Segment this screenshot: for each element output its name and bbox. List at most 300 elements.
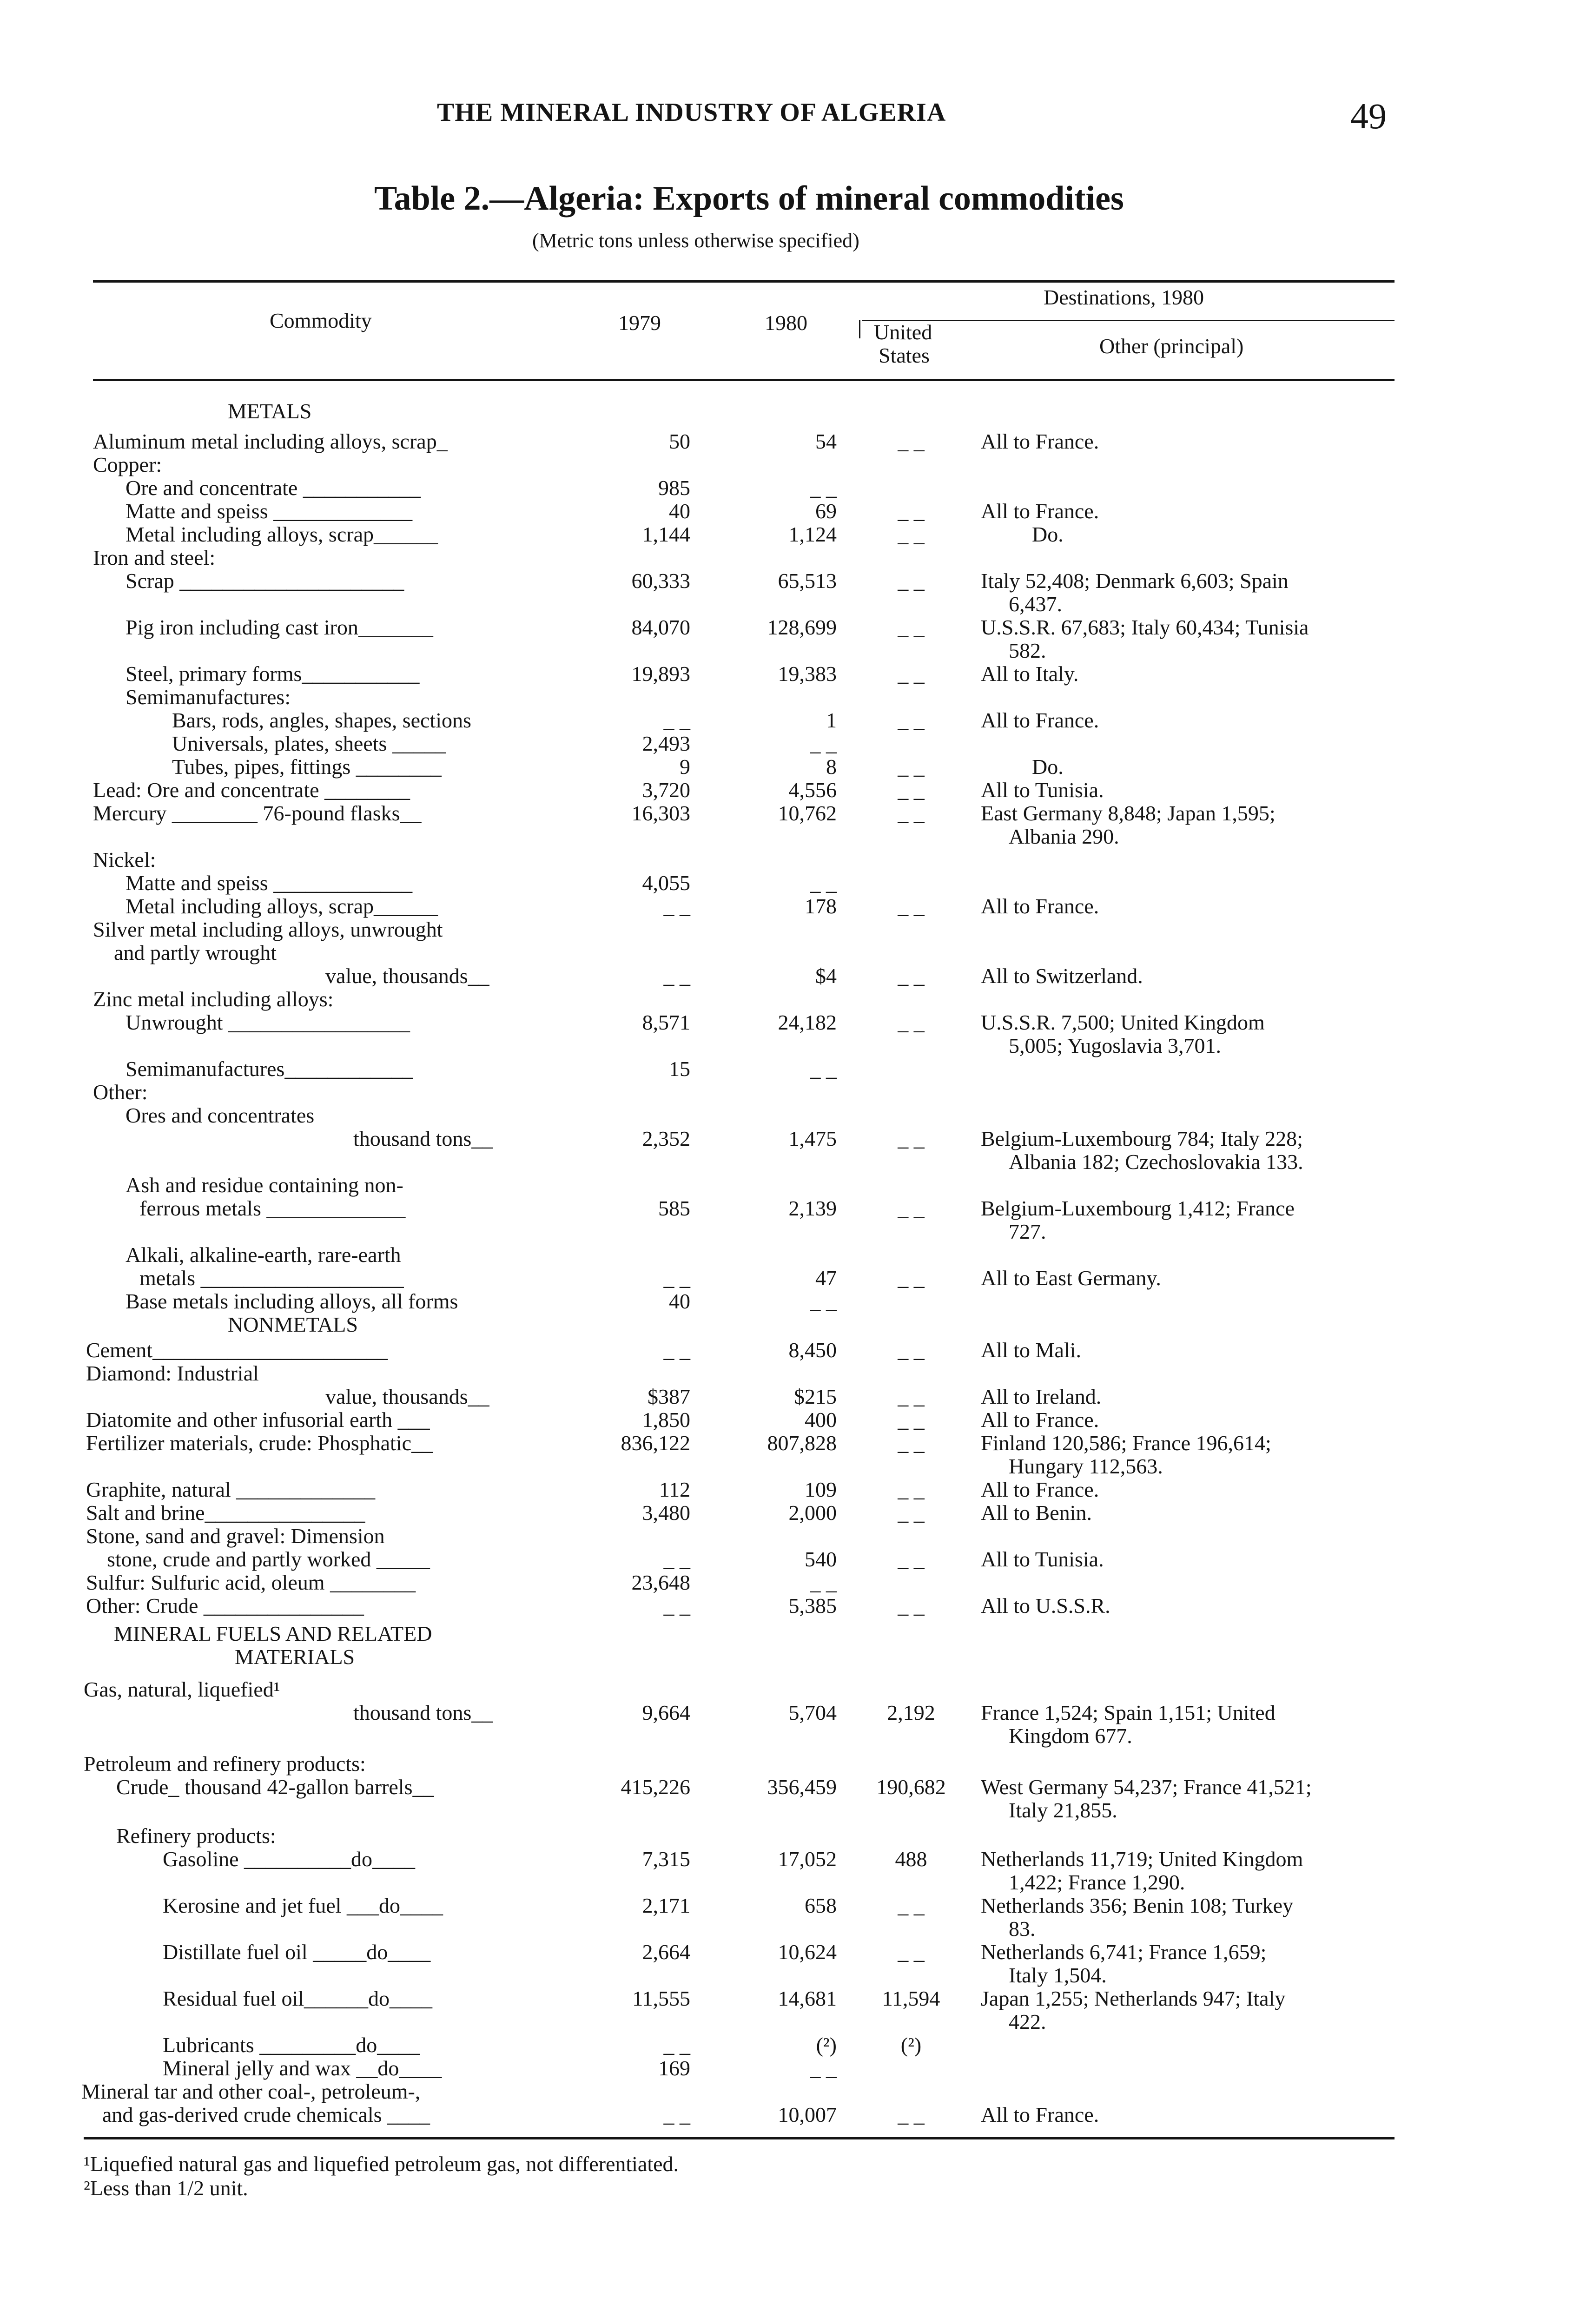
united-states-cell: _ _ <box>898 1385 925 1408</box>
value-1979-cell: 836,122 <box>621 1431 690 1455</box>
table-row <box>0 1917 1573 1941</box>
table-row <box>0 639 1573 662</box>
value-1979-cell: _ _ <box>663 708 690 732</box>
other-destinations-cell: All to Benin. <box>981 1501 1092 1525</box>
value-1980-cell: _ _ <box>810 476 837 500</box>
value-1979-cell: 1,850 <box>642 1408 690 1432</box>
table-row <box>0 709 1573 732</box>
value-1979-cell: _ _ <box>663 894 690 918</box>
other-destinations-cell: U.S.S.R. 7,500; United Kingdom <box>981 1010 1265 1034</box>
table-row <box>0 1150 1573 1174</box>
page-number: 49 <box>1350 96 1387 136</box>
table-row <box>0 1104 1573 1127</box>
value-1980-cell: 807,828 <box>767 1431 837 1455</box>
value-1980-cell: 178 <box>805 894 837 918</box>
footnotes <box>84 2152 679 2200</box>
section-heading-row <box>0 1622 1573 1645</box>
other-destinations-cell: Italy 1,504. <box>1009 1963 1107 1987</box>
value-1980-cell: $215 <box>794 1385 837 1408</box>
table-row <box>0 1571 1573 1594</box>
table-row <box>0 1455 1573 1478</box>
united-states-cell: _ _ <box>898 1266 925 1290</box>
united-states-cell: _ _ <box>898 2103 925 2126</box>
other-destinations-cell: All to France. <box>981 1408 1099 1432</box>
table-row <box>0 825 1573 848</box>
commodity-cell: Lubricants _________do____ <box>163 2033 420 2057</box>
table-row <box>0 1594 1573 1618</box>
united-states-cell: _ _ <box>898 1894 925 1917</box>
section-heading: MATERIALS <box>235 1645 355 1669</box>
commodity-cell: and partly wrought <box>114 941 277 964</box>
value-1979-cell: 8,571 <box>642 1010 690 1034</box>
united-states-cell: _ _ <box>898 1431 925 1455</box>
value-1979-cell: 9,664 <box>642 1701 690 1724</box>
commodity-cell: Matte and speiss _____________ <box>126 499 413 523</box>
commodity-cell: Universals, plates, sheets _____ <box>172 732 446 755</box>
table-row <box>0 2080 1573 2103</box>
header-destinations: Destinations, 1980 <box>1044 285 1204 309</box>
table-row <box>0 1871 1573 1894</box>
value-1980-cell: 19,383 <box>778 662 837 686</box>
commodity-cell: Diatomite and other infusorial earth ___ <box>86 1408 430 1432</box>
other-destinations-cell: Hungary 112,563. <box>1009 1454 1163 1478</box>
united-states-cell: _ _ <box>898 1547 925 1571</box>
other-destinations-cell: All to France. <box>981 708 1099 732</box>
other-destinations-cell: 1,422; France 1,290. <box>1009 1870 1185 1894</box>
value-1980-cell: 540 <box>805 1547 837 1571</box>
commodity-cell: Other: Crude _______________ <box>86 1594 364 1618</box>
united-states-cell: _ _ <box>898 755 925 779</box>
header-1979: 1979 <box>618 311 661 335</box>
commodity-cell: Iron and steel: <box>93 546 216 569</box>
table-row <box>0 1824 1573 1848</box>
value-1979-cell: 9 <box>680 755 690 779</box>
united-states-cell: _ _ <box>898 522 925 546</box>
section-heading: METALS <box>228 399 312 423</box>
value-1980-cell: $4 <box>815 964 837 988</box>
commodity-cell: Pig iron including cast iron_______ <box>126 615 433 639</box>
table-row <box>0 616 1573 639</box>
other-destinations-cell: Netherlands 356; Benin 108; Turkey <box>981 1894 1294 1917</box>
table-row <box>0 1197 1573 1220</box>
commodity-cell: Gas, natural, liquefied¹ <box>84 1677 280 1701</box>
value-1980-cell: _ _ <box>810 732 837 755</box>
value-1980-cell: 2,000 <box>788 1501 837 1525</box>
table-row <box>0 1724 1573 1748</box>
value-1980-cell: _ _ <box>810 2056 837 2080</box>
table-row <box>0 1799 1573 1822</box>
other-destinations-cell: Italy 21,855. <box>1009 1798 1117 1822</box>
table-row <box>0 2057 1573 2080</box>
commodity-cell: Other: <box>93 1080 148 1104</box>
value-1980-cell: 4,556 <box>788 778 837 802</box>
value-1980-cell: _ _ <box>810 871 837 895</box>
table-row <box>0 1752 1573 1776</box>
table-row <box>0 1525 1573 1548</box>
table-row <box>0 546 1573 569</box>
value-1980-cell: 24,182 <box>778 1010 837 1034</box>
other-destinations-cell: Italy 52,408; Denmark 6,603; Spain <box>981 569 1289 593</box>
table-row <box>0 2103 1573 2126</box>
value-1979-cell: 3,720 <box>642 778 690 802</box>
value-1979-cell: _ _ <box>663 2033 690 2057</box>
footnote-2: ²Less than 1/2 unit. <box>84 2176 248 2200</box>
table-row <box>0 1081 1573 1104</box>
united-states-cell: _ _ <box>898 894 925 918</box>
table-row <box>0 1385 1573 1408</box>
value-1980-cell: 47 <box>815 1266 837 1290</box>
value-1980-cell: _ _ <box>810 1289 837 1313</box>
other-destinations-cell: 727. <box>1009 1220 1046 1243</box>
united-states-cell: _ _ <box>898 708 925 732</box>
other-destinations-cell: Albania 182; Czechoslovakia 133. <box>1009 1150 1303 1174</box>
table-row <box>0 802 1573 825</box>
table-row <box>0 686 1573 709</box>
commodity-cell: Scrap _____________________ <box>126 569 404 593</box>
united-states-cell: _ _ <box>898 1127 925 1150</box>
other-destinations-cell: All to Mali. <box>981 1338 1081 1362</box>
commodity-cell: Residual fuel oil______do____ <box>163 1987 433 2010</box>
value-1979-cell: 15 <box>669 1057 690 1081</box>
other-destinations-cell: All to Tunisia. <box>981 1547 1104 1571</box>
united-states-cell: _ _ <box>898 429 925 453</box>
value-1980-cell: _ _ <box>810 1571 837 1594</box>
commodity-cell: Lead: Ore and concentrate ________ <box>93 778 410 802</box>
commodity-cell: Copper: <box>93 453 162 476</box>
united-states-cell: _ _ <box>898 499 925 523</box>
commodity-cell: Mercury ________ 76-pound flasks__ <box>93 801 422 825</box>
value-1979-cell: 16,303 <box>631 801 690 825</box>
value-1979-cell: 585 <box>658 1196 690 1220</box>
commodity-cell: Ash and residue containing non- <box>126 1173 403 1197</box>
value-1980-cell: 69 <box>815 499 837 523</box>
running-head: THE MINERAL INDUSTRY OF ALGERIA <box>437 98 946 127</box>
value-1979-cell: 11,555 <box>632 1987 690 2010</box>
value-1980-cell: 65,513 <box>778 569 837 593</box>
table-row <box>0 1220 1573 1243</box>
other-destinations-cell: All to Italy. <box>981 662 1079 686</box>
value-1979-cell: 4,055 <box>642 871 690 895</box>
commodity-cell: Diamond: Industrial <box>86 1361 259 1385</box>
commodity-cell: Metal including alloys, scrap______ <box>126 894 438 918</box>
other-destinations-cell: Kingdom 677. <box>1009 1724 1132 1748</box>
united-states-cell: _ _ <box>898 1010 925 1034</box>
table-row <box>0 732 1573 755</box>
commodity-cell: Fertilizer materials, crude: Phosphatic__ <box>86 1431 433 1455</box>
united-states-cell: _ _ <box>898 569 925 593</box>
united-states-cell: 190,682 <box>876 1775 946 1799</box>
table-row <box>0 1243 1573 1267</box>
value-1979-cell: 3,480 <box>642 1501 690 1525</box>
value-1979-cell: 1,144 <box>642 522 690 546</box>
united-states-cell: _ _ <box>898 615 925 639</box>
commodity-cell: Base metals including alloys, all forms <box>126 1289 458 1313</box>
table-row <box>0 1174 1573 1197</box>
other-destinations-cell: All to France. <box>981 499 1099 523</box>
value-1979-cell: 60,333 <box>631 569 690 593</box>
united-states-cell: (²) <box>900 2033 922 2057</box>
commodity-cell: Silver metal including alloys, unwrought <box>93 918 443 941</box>
other-destinations-cell: Finland 120,586; France 196,614; <box>981 1431 1271 1455</box>
table-row <box>0 1501 1573 1525</box>
commodity-cell: Refinery products: <box>116 1824 276 1848</box>
other-destinations-cell: 6,437. <box>1009 592 1062 616</box>
table-row <box>0 1034 1573 1057</box>
commodity-cell: thousand tons__ <box>353 1127 493 1150</box>
other-destinations-cell: All to France. <box>981 2103 1099 2126</box>
table-row <box>0 1776 1573 1799</box>
value-1980-cell: 1,475 <box>788 1127 837 1150</box>
table-row <box>0 755 1573 779</box>
header-other: Other (principal) <box>1099 334 1244 358</box>
value-1980-cell: _ _ <box>810 1057 837 1081</box>
commodity-cell: value, thousands__ <box>325 964 489 988</box>
commodity-cell: stone, crude and partly worked _____ <box>107 1547 430 1571</box>
commodity-cell: thousand tons__ <box>353 1701 493 1724</box>
table-row <box>0 779 1573 802</box>
commodity-cell: Unwrought _________________ <box>126 1010 410 1034</box>
table-row <box>0 1057 1573 1081</box>
section-heading: MINERAL FUELS AND RELATED <box>114 1622 432 1645</box>
commodity-cell: Tubes, pipes, fittings ________ <box>172 755 442 779</box>
united-states-cell: _ _ <box>898 1338 925 1362</box>
value-1980-cell: 10,007 <box>778 2103 837 2126</box>
value-1979-cell: _ _ <box>663 964 690 988</box>
other-destinations-cell: All to France. <box>981 429 1099 453</box>
value-1980-cell: 8,450 <box>788 1338 837 1362</box>
value-1979-cell: _ _ <box>663 1594 690 1618</box>
table-row <box>0 2034 1573 2057</box>
value-1980-cell: 128,699 <box>767 615 837 639</box>
table-row <box>0 1548 1573 1571</box>
table-row <box>0 1701 1573 1724</box>
value-1979-cell: 23,648 <box>631 1571 690 1594</box>
other-destinations-cell: Belgium-Luxembourg 784; Italy 228; <box>981 1127 1303 1150</box>
other-destinations-cell: U.S.S.R. 67,683; Italy 60,434; Tunisia <box>981 615 1309 639</box>
other-destinations-cell: West Germany 54,237; France 41,521; <box>981 1775 1312 1799</box>
commodity-cell: Semimanufactures____________ <box>126 1057 413 1081</box>
table-row <box>0 1964 1573 1987</box>
table-row <box>0 918 1573 941</box>
commodity-cell: Steel, primary forms___________ <box>126 662 420 686</box>
value-1980-cell: 400 <box>805 1408 837 1432</box>
united-states-cell: _ _ <box>898 662 925 686</box>
table-row <box>0 988 1573 1011</box>
value-1980-cell: 10,762 <box>778 801 837 825</box>
value-1979-cell: 985 <box>658 476 690 500</box>
commodity-cell: Crude_ thousand 42-gallon barrels__ <box>116 1775 434 1799</box>
section-heading-row <box>0 1645 1573 1669</box>
united-states-cell: _ _ <box>898 1501 925 1525</box>
value-1979-cell: 169 <box>658 2056 690 2080</box>
other-destinations-cell: Japan 1,255; Netherlands 947; Italy <box>981 1987 1286 2010</box>
other-destinations-cell: All to Switzerland. <box>981 964 1143 988</box>
commodity-cell: Ore and concentrate ___________ <box>126 476 421 500</box>
commodity-cell: and gas-derived crude chemicals ____ <box>102 2103 430 2126</box>
table-row <box>0 1894 1573 1917</box>
table-row <box>0 593 1573 616</box>
commodity-cell: Stone, sand and gravel: Dimension <box>86 1524 385 1548</box>
commodity-cell: metals ___________________ <box>139 1266 404 1290</box>
table-subtitle: (Metric tons unless otherwise specified) <box>532 229 859 252</box>
commodity-cell: Zinc metal including alloys: <box>93 987 334 1011</box>
united-states-cell: _ _ <box>898 1196 925 1220</box>
table-row <box>0 848 1573 872</box>
other-destinations-cell: Belgium-Luxembourg 1,412; France <box>981 1196 1295 1220</box>
value-1980-cell: 8 <box>826 755 837 779</box>
header-commodity: Commodity <box>270 309 372 332</box>
value-1980-cell: 1 <box>826 708 837 732</box>
table-row <box>0 1011 1573 1034</box>
table-row <box>0 662 1573 686</box>
value-1979-cell: 84,070 <box>631 615 690 639</box>
table-row <box>0 1432 1573 1455</box>
value-1980-cell: 356,459 <box>767 1775 837 1799</box>
commodity-cell: Matte and speiss _____________ <box>126 871 413 895</box>
united-states-cell: _ _ <box>898 778 925 802</box>
table-row <box>0 569 1573 593</box>
commodity-cell: Gasoline __________do____ <box>163 1847 416 1871</box>
value-1979-cell: 415,226 <box>621 1775 690 1799</box>
value-1980-cell: 109 <box>805 1478 837 1501</box>
other-destinations-cell: France 1,524; Spain 1,151; United <box>981 1701 1276 1724</box>
table-row <box>0 1848 1573 1871</box>
other-destinations-cell: Do. <box>1032 755 1064 779</box>
table-row <box>0 500 1573 523</box>
other-destinations-cell: Albania 290. <box>1009 825 1119 848</box>
other-destinations-cell: All to Ireland. <box>981 1385 1102 1408</box>
other-destinations-cell: All to East Germany. <box>981 1266 1161 1290</box>
commodity-cell: Metal including alloys, scrap______ <box>126 522 438 546</box>
united-states-cell: _ _ <box>898 1408 925 1432</box>
table-row <box>0 1267 1573 1290</box>
section-heading-row <box>0 400 1573 423</box>
table-row <box>0 1339 1573 1362</box>
united-states-cell: _ _ <box>898 1940 925 1964</box>
commodity-cell: Salt and brine_______________ <box>86 1501 365 1525</box>
commodity-cell: Semimanufactures: <box>126 685 291 709</box>
value-1980-cell: 10,624 <box>778 1940 837 1964</box>
value-1980-cell: 1,124 <box>788 522 837 546</box>
commodity-cell: ferrous metals _____________ <box>139 1196 406 1220</box>
table-row <box>0 872 1573 895</box>
other-destinations-cell: Netherlands 6,741; France 1,659; <box>981 1940 1267 1964</box>
united-states-cell: _ _ <box>898 1478 925 1501</box>
table-row <box>0 895 1573 918</box>
united-states-cell: 2,192 <box>887 1701 935 1724</box>
commodity-cell: value, thousands__ <box>325 1385 489 1408</box>
value-1979-cell: _ _ <box>663 1266 690 1290</box>
value-1980-cell: 2,139 <box>788 1196 837 1220</box>
commodity-cell: Mineral tar and other coal-, petroleum-, <box>81 2080 421 2103</box>
value-1980-cell: 17,052 <box>778 1847 837 1871</box>
commodity-cell: Sulfur: Sulfuric acid, oleum ________ <box>86 1571 416 1594</box>
other-destinations-cell: 5,005; Yugoslavia 3,701. <box>1009 1034 1221 1057</box>
table-row <box>0 1941 1573 1964</box>
value-1979-cell: 40 <box>669 499 690 523</box>
value-1979-cell: 40 <box>669 1289 690 1313</box>
commodity-cell: Graphite, natural _____________ <box>86 1478 376 1501</box>
table-row <box>0 1290 1573 1313</box>
value-1979-cell: 2,493 <box>642 732 690 755</box>
value-1979-cell: _ _ <box>663 1547 690 1571</box>
table-row <box>0 1478 1573 1501</box>
table-row <box>0 1678 1573 1701</box>
other-destinations-cell: All to Tunisia. <box>981 778 1104 802</box>
table-row <box>0 1362 1573 1385</box>
value-1979-cell: 2,664 <box>642 1940 690 1964</box>
commodity-cell: Petroleum and refinery products: <box>84 1752 366 1776</box>
value-1979-cell: 50 <box>669 429 690 453</box>
header-united-states-1: United <box>874 320 932 344</box>
value-1979-cell: 2,352 <box>642 1127 690 1150</box>
other-destinations-cell: All to France. <box>981 1478 1099 1501</box>
table-row <box>0 941 1573 964</box>
united-states-cell: _ _ <box>898 964 925 988</box>
other-destinations-cell: 83. <box>1009 1917 1036 1941</box>
value-1979-cell: 19,893 <box>631 662 690 686</box>
value-1980-cell: 5,385 <box>788 1594 837 1618</box>
commodity-cell: Mineral jelly and wax __do____ <box>163 2056 442 2080</box>
other-destinations-cell: East Germany 8,848; Japan 1,595; <box>981 801 1276 825</box>
united-states-cell: _ _ <box>898 1594 925 1618</box>
value-1980-cell: 658 <box>805 1894 837 1917</box>
other-destinations-cell: Do. <box>1032 522 1064 546</box>
value-1980-cell: 54 <box>815 429 837 453</box>
other-destinations-cell: 582. <box>1009 639 1046 662</box>
value-1980-cell: 14,681 <box>778 1987 837 2010</box>
other-destinations-cell: All to France. <box>981 894 1099 918</box>
commodity-cell: Distillate fuel oil _____do____ <box>163 1940 431 1964</box>
commodity-cell: Ores and concentrates <box>126 1103 315 1127</box>
commodity-cell: Bars, rods, angles, shapes, sections <box>172 708 471 732</box>
other-destinations-cell: Netherlands 11,719; United Kingdom <box>981 1847 1303 1871</box>
footnote-1: ¹Liquefied natural gas and liquefied petroleum gas, not differentiated. <box>84 2152 679 2176</box>
commodity-cell: Kerosine and jet fuel ___do____ <box>163 1894 443 1917</box>
header-1980: 1980 <box>765 311 807 335</box>
value-1979-cell: 7,315 <box>642 1847 690 1871</box>
table-row <box>0 1987 1573 2010</box>
section-heading: NONMETALS <box>228 1313 358 1336</box>
value-1979-cell: _ _ <box>663 2103 690 2126</box>
commodity-cell: Alkali, alkaline-earth, rare-earth <box>126 1243 401 1267</box>
value-1979-cell: 2,171 <box>642 1894 690 1917</box>
united-states-cell: _ _ <box>898 801 925 825</box>
value-1979-cell: 112 <box>659 1478 690 1501</box>
table-row <box>0 964 1573 988</box>
commodity-cell: Cement______________________ <box>86 1338 388 1362</box>
table-title: Table 2.—Algeria: Exports of mineral commodities <box>374 179 1124 218</box>
value-1979-cell: $387 <box>648 1385 690 1408</box>
commodity-cell: Nickel: <box>93 848 156 872</box>
united-states-cell: 488 <box>895 1847 927 1871</box>
commodity-cell: Aluminum metal including alloys, scrap_ <box>93 429 448 453</box>
table-row <box>0 430 1573 453</box>
table-row <box>0 453 1573 476</box>
table-row <box>0 1408 1573 1432</box>
table-row <box>0 2010 1573 2034</box>
header-united-states-2: States <box>879 343 930 367</box>
united-states-cell: 11,594 <box>882 1987 940 2010</box>
section-heading-row <box>0 1313 1573 1336</box>
other-destinations-cell: 422. <box>1009 2010 1046 2034</box>
table-row <box>0 476 1573 500</box>
table-row <box>0 1127 1573 1150</box>
value-1979-cell: _ _ <box>663 1338 690 1362</box>
value-1980-cell: 5,704 <box>788 1701 837 1724</box>
table-row <box>0 523 1573 546</box>
value-1980-cell: (²) <box>816 2033 837 2057</box>
